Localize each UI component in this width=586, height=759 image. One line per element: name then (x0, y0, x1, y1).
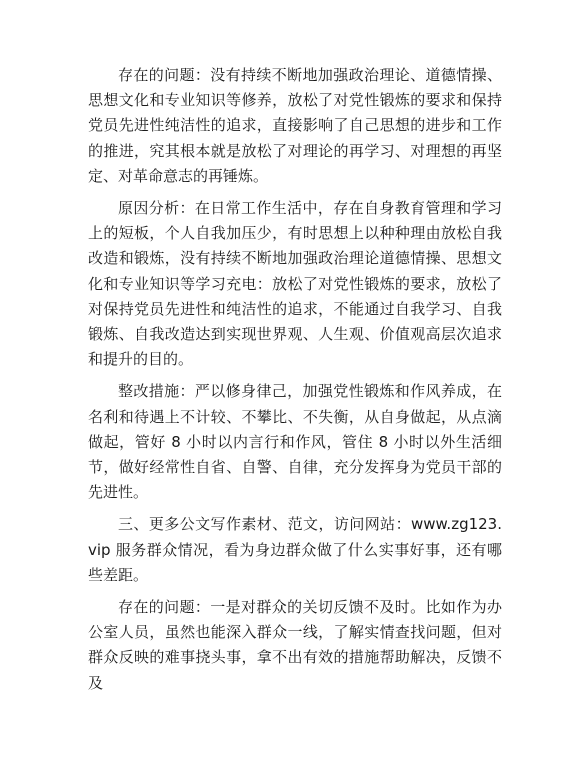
paragraph-party-spirit-problem: 存在的问题：没有持续不断地加强政治理论、道德情操、思想文化和专业知识等修养，放松了对党性锻炼的要求和保持党员先进性纯洁性的追求，直接影响了自己思想的进步和工作的推进，究其根本就是放松了对理论的再学习、对理想的再坚定、对革命意志的再锤炼。 (88, 66, 502, 185)
document-body (88, 63, 502, 696)
paragraph-rectification-measures: 整改措施：严以修身律己，加强党性锻炼和作风养成，在名利和待遇上不计较、不攀比、不失衡，从自身做起，从点滴做起，管好 8 小时以内言行和作风，管住 8 小时以外生活细节，做好经常性自省、自警、自律，充分发挥身为党员干部的先进性。 (88, 382, 502, 502)
paragraph-section-three-serving-masses: 三、更多公文写作素材、范文，访问网站：www.zg123.vip 服务群众情况，看为身边群众做了什么实事好事，还有哪些差距。 (88, 515, 502, 584)
paragraph-cause-analysis: 原因分析：在日常工作生活中，存在自身教育管理和学习上的短板，个人自我加压少，有时思想上以种种理由放松自我改造和锻炼，没有持续不断地加强政治理论道德情操、思想文化和专业知识等学习充电：放松了对党性锻炼的要求，放松了对保持党员先进性和纯洁性的追求，不能通过自我学习、自我锻炼、自我改造达到实现世界观、人生观、价值观高层次追求和提升的目的。 (88, 199, 502, 369)
paragraph-masses-feedback-problem: 存在的问题：一是对群众的关切反馈不及时。比如作为办公室人员，虽然也能深入群众一线，了解实情查找问题，但对群众反映的难事挠头事，拿不出有效的措施帮助解决，反馈不及 (88, 598, 502, 692)
